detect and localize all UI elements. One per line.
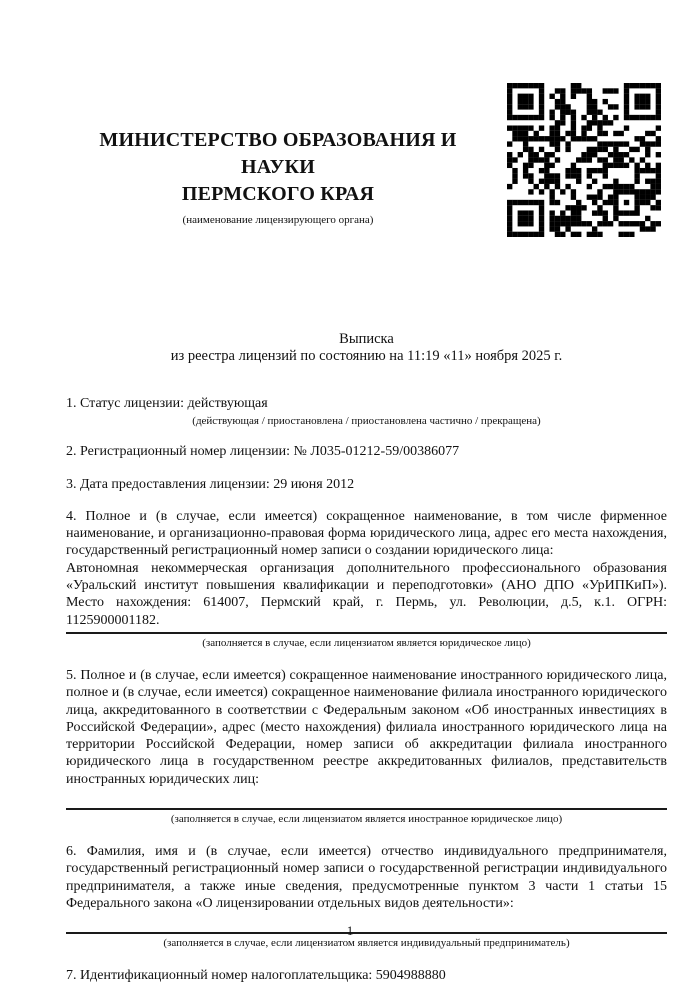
qr-code-icon xyxy=(507,83,661,237)
ministry-header xyxy=(66,0,490,227)
license-status-note: (действующая / приостановлена / приостановлена частично / прекращена) xyxy=(192,415,541,428)
document-title-line1: Выписка xyxy=(339,331,394,347)
foreign-entity-value xyxy=(66,788,667,805)
foreign-entity-fill-line xyxy=(66,808,667,810)
foreign-entity-note: (заполняется в случае, если лицензиатом является иностранное юридическое лицо) xyxy=(170,813,563,826)
document-title-line2: из реестра лицензий по состоянию на 11:19 «11» ноября 2025 г. xyxy=(170,348,563,364)
entrepreneur-note: (заполняется в случае, если лицензиатом является индивидуальный предприниматель) xyxy=(163,937,570,950)
entrepreneur-intro: 6. Фамилия, имя и (в случае, если имеется) отчество индивидуального предпринимателя, государственный регистрационный номер записи о государственной регистрации индивидуального предпринимателя, а также иные сведения, предусмотренные пунктом 3 части 1 статьи 15 Федерального закона «О лицензировании отдельных видов деятельности»: xyxy=(66,844,667,911)
document-title xyxy=(66,331,667,365)
ministry-caption: (наименование лицензирующего органа) xyxy=(182,214,374,226)
ministry-name-line2: ПЕРМСКОГО КРАЯ xyxy=(181,183,375,205)
license-grant-date: 3. Дата предоставления лицензии: 29 июня 2012 xyxy=(66,476,355,492)
legal-entity-note: (заполняется в случае, если лицензиатом является юридическое лицо) xyxy=(202,636,531,649)
document-body xyxy=(66,395,667,985)
page-number: 1 xyxy=(346,923,354,938)
ministry-name-line1: МИНИСТЕРСТВО ОБРАЗОВАНИЯ И НАУКИ xyxy=(99,129,457,178)
legal-entity-fill-line xyxy=(66,632,667,634)
legal-entity-value: Автономная некоммерческая организация дополнительного профессионального образования «Уральский институт повышения квалификации и переподготовки» (АНО ДПО «УрИПКиП»). Место нахождения: 614007, Пермский край, г. Пермь, ул. Революции, д.5, к.1. ОГРН: 1125900001182. xyxy=(66,560,667,628)
license-registration-number: 2. Регистрационный номер лицензии: № Л035-01212-59/00386077 xyxy=(66,444,460,460)
foreign-entity-intro: 5. Полное и (в случае, если имеется) сокращенное наименование иностранного юридического лица, полное и (в случае, если имеется) сокращенное наименование филиала иностранного юридического лица, аккредитованного в соответствии с Федеральным законом «Об иностранных инвестициях в Российской Федерации», адрес (место нахождения) филиала иностранного юридического лица на территории Российской Федерации, номер записи об аккредитации филиала иностранного юридического лица в государственном реестре аккредитованных филиалов, представительств иностранных юридических лиц: xyxy=(66,667,667,787)
license-status: 1. Статус лицензии: действующая xyxy=(66,396,268,411)
legal-entity-intro: 4. Полное и (в случае, если имеется) сокращенное наименование, в том числе фирменное наименование, и организационно-правовая форма юридического лица, адрес его места нахождения, государственный регистрационный номер записи о создании юридического лица: xyxy=(66,508,667,559)
taxpayer-id: 7. Идентификационный номер налогоплательщика: 5904988880 xyxy=(66,968,446,984)
